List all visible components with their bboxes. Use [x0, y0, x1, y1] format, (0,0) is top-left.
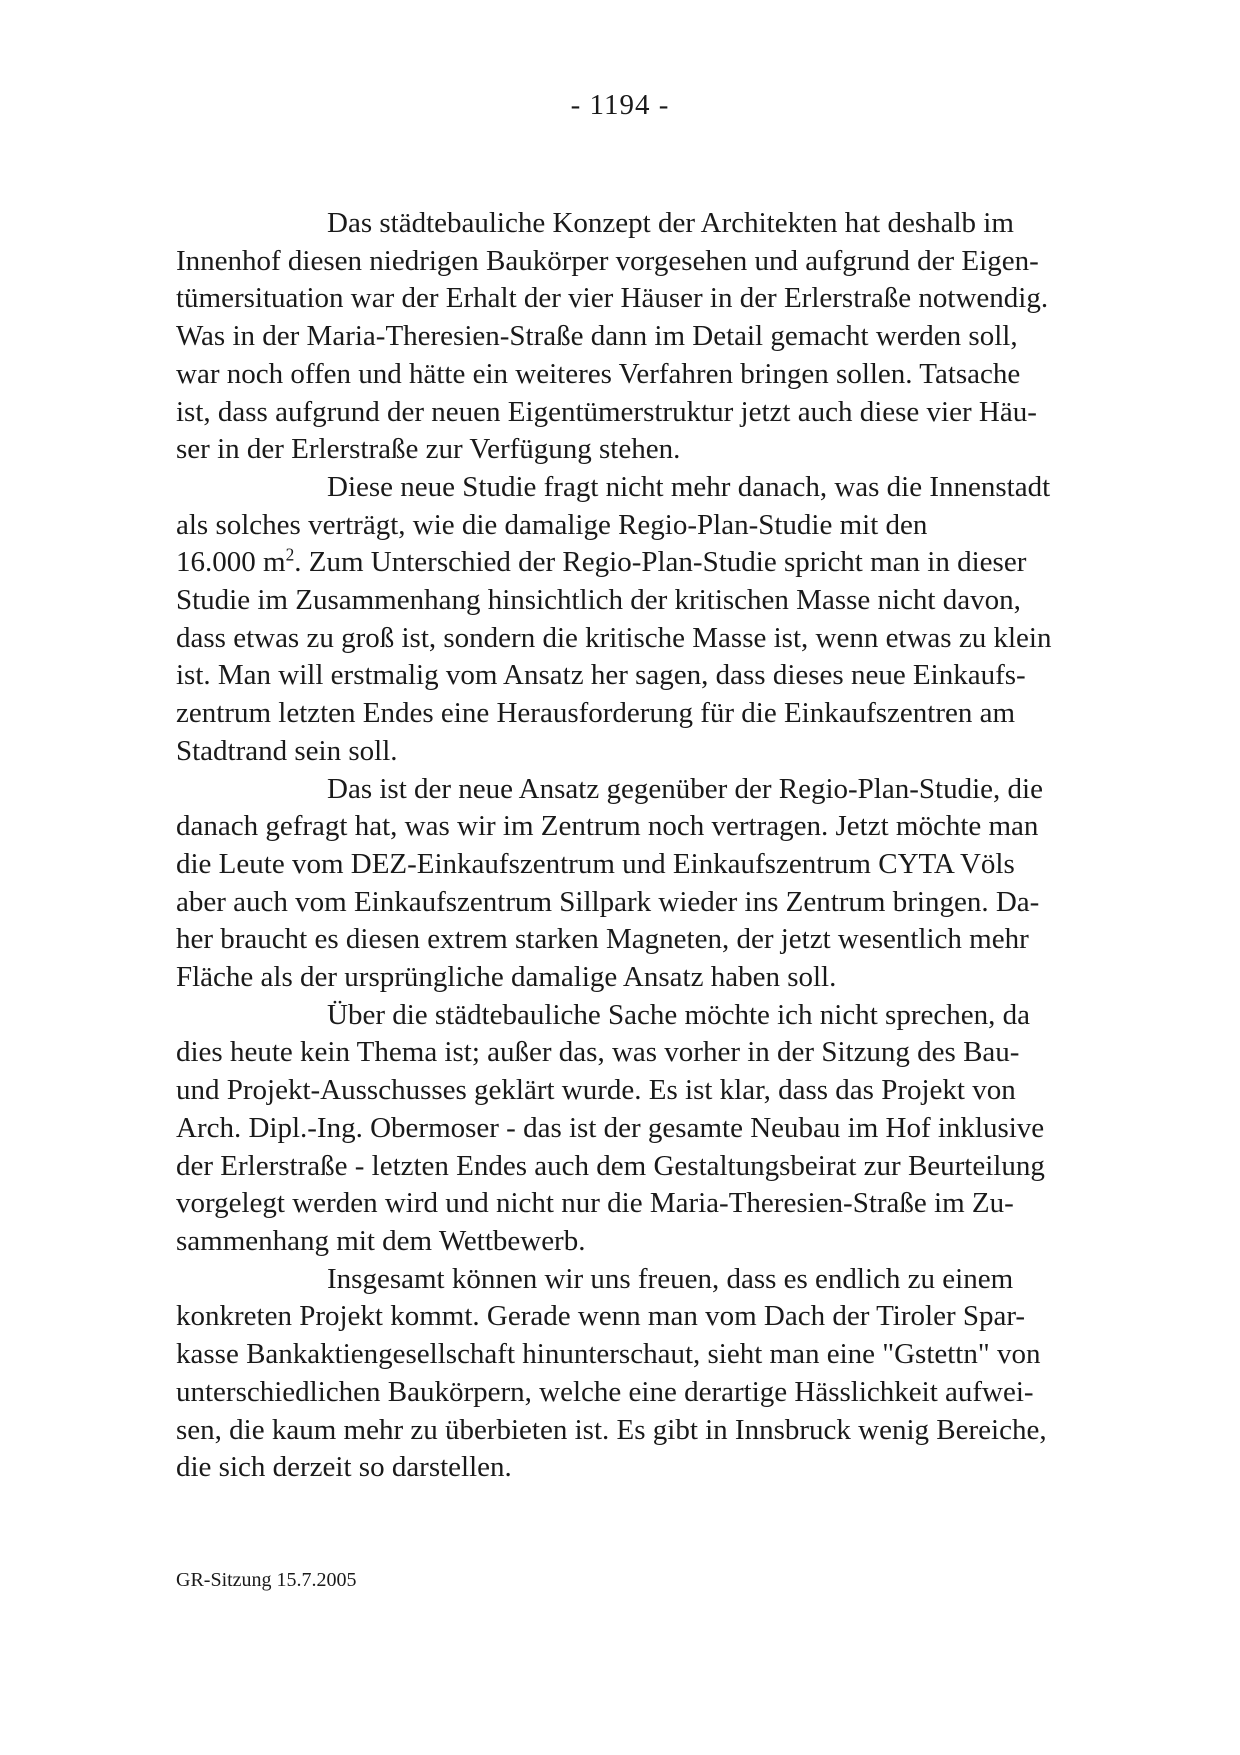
text-line: Das städtebauliche Konzept der Architekten hat deshalb im: [327, 207, 1014, 239]
text-line: her braucht es diesen extrem starken Magneten, der jetzt wesentlich mehr: [176, 923, 1029, 956]
text-line: Arch. Dipl.-Ing. Obermoser - das ist der gesamte Neubau im Hof inklusive: [176, 1111, 1045, 1144]
text-line: unterschiedlichen Baukörpern, welche eine derartige Hässlichkeit aufwei-: [176, 1375, 1034, 1408]
paragraph: [176, 469, 1086, 771]
text-line: die sich derzeit so darstellen.: [176, 1451, 512, 1484]
text-line: Diese neue Studie fragt nicht mehr danach, was die Innenstadt: [327, 470, 1051, 503]
text-line: und Projekt-Ausschusses geklärt wurde. Es ist klar, dass das Projekt von: [176, 1074, 1016, 1107]
text-line: dass etwas zu groß ist, sondern die kritische Masse ist, wenn etwas zu klein: [176, 621, 1052, 654]
text-line: Studie im Zusammenhang hinsichtlich der kritischen Masse nicht davon,: [176, 584, 1021, 617]
text-line: der Erlerstraße - letzten Endes auch dem Gestaltungsbeirat zur Beurteilung: [176, 1149, 1045, 1182]
text-line: ist. Man will erstmalig vom Ansatz her sagen, dass dieses neue Einkaufs-: [176, 659, 1026, 692]
text-line: war noch offen und hätte ein weiteres Verfahren bringen sollen. Tatsache: [176, 357, 1021, 390]
text-line: konkreten Projekt kommt. Gerade wenn man vom Dach der Tiroler Spar-: [176, 1300, 1026, 1333]
text-line: tümersituation war der Erhalt der vier Häuser in der Erlerstraße notwendig.: [176, 282, 1049, 315]
footer-session-label: GR-Sitzung 15.7.2005: [176, 1569, 357, 1591]
text-line: danach gefragt hat, was wir im Zentrum noch vertragen. Jetzt möchte man: [176, 810, 1039, 843]
text-line: dies heute kein Thema ist; außer das, was vorher in der Sitzung des Bau-: [176, 1036, 1020, 1069]
body-text: [176, 205, 1086, 1487]
paragraph: [176, 205, 1086, 469]
text-line: 16.000 $m^2$. Zum Unterschied der Regio-Plan-Studie spricht man in dieser: [176, 544, 1027, 579]
text-line: aber auch vom Einkaufszentrum Sillpark wieder ins Zentrum bringen. Da-: [176, 885, 1040, 918]
text-line: zentrum letzten Endes eine Herausforderung für die Einkaufszentren am: [176, 697, 1016, 730]
text-line: ser in der Erlerstraße zur Verfügung stehen.: [176, 433, 681, 466]
text-line: sammenhang mit dem Wettbewerb.: [176, 1224, 586, 1257]
text-line: sen, die kaum mehr zu überbieten ist. Es gibt in Innsbruck wenig Bereiche,: [176, 1413, 1047, 1446]
text-line: die Leute vom DEZ-Einkaufszentrum und Einkaufszentrum CYTA Völs: [176, 847, 1015, 880]
paragraph: [176, 771, 1086, 997]
page-number: - 1194 -: [570, 89, 670, 121]
superscript: 2: [285, 544, 295, 565]
text-line: Das ist der neue Ansatz gegenüber der Regio-Plan-Studie, die: [327, 772, 1043, 805]
text-line: Über die städtebauliche Sache möchte ich nicht sprechen, da: [327, 998, 1030, 1031]
text-line: ist, dass aufgrund der neuen Eigentümerstruktur jetzt auch diese vier Häu-: [176, 395, 1037, 428]
text-line: Was in der Maria-Theresien-Straße dann im Detail gemacht werden soll,: [176, 320, 1018, 353]
paragraph: [176, 997, 1086, 1261]
text-line: vorgelegt werden wird und nicht nur die Maria-Theresien-Straße im Zu-: [176, 1187, 1014, 1220]
text-line: Fläche als der ursprüngliche damalige Ansatz haben soll.: [176, 961, 837, 994]
text-line: Insgesamt können wir uns freuen, dass es endlich zu einem: [327, 1262, 1014, 1295]
paragraph: [176, 1261, 1086, 1487]
text-line: als solches verträgt, wie die damalige Regio-Plan-Studie mit den: [176, 508, 928, 541]
text-line: Innenhof diesen niedrigen Baukörper vorgesehen und aufgrund der Eigen-: [176, 244, 1039, 277]
text-line: Stadtrand sein soll.: [176, 734, 398, 767]
text-line: kasse Bankaktiengesellschaft hinunterschaut, sieht man eine "Gstettn" von: [176, 1338, 1041, 1371]
